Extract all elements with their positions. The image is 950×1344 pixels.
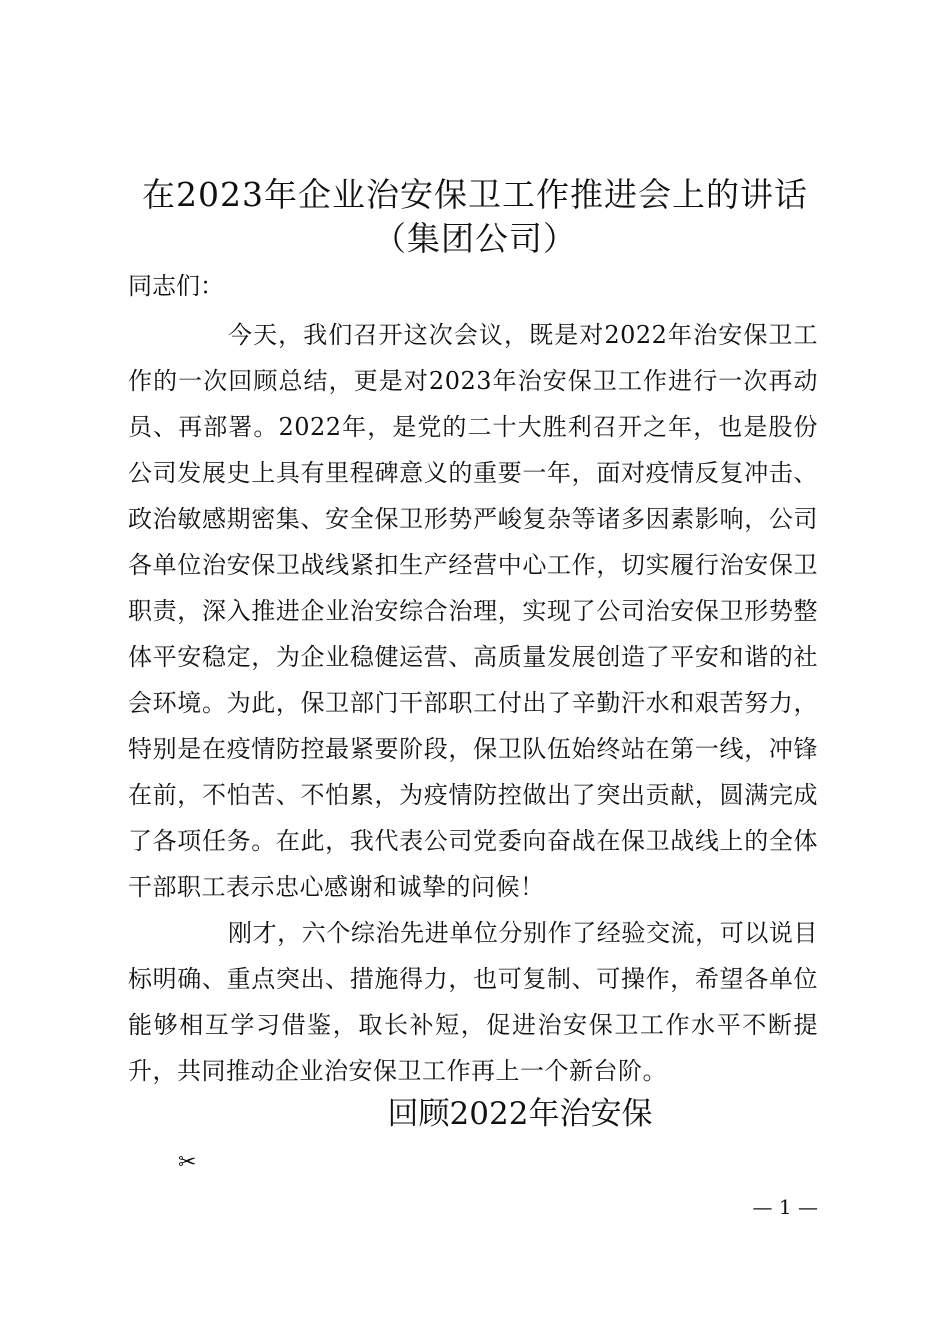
- section-heading: 回顾2022年治安保: [387, 1096, 653, 1132]
- document-title: 在2023年企业治安保卫工作推进会上的讲话: [142, 175, 808, 214]
- page-number: — 1 —: [752, 1195, 818, 1219]
- document-subtitle: （集团公司）: [373, 219, 577, 258]
- scissor-icon: ✂: [178, 1150, 197, 1175]
- salutation: 同志们：: [128, 272, 224, 300]
- paragraph-2: 刚才，六个综治先进单位分别作了经验交流，可以说目标明确、重点突出、措施得力，也可复制、可操作，希望各单位能够相互学习借鉴，取长补短，促进治安保卫工作水平不断提升，共同推动企业治安保卫工作再上一个新台阶。: [128, 919, 818, 1085]
- paragraph-1: 今天，我们召开这次会议，既是对2022年治安保卫工作的一次回顾总结，更是对2023年治安保卫工作进行一次再动员、再部署。2022年，是党的二十大胜利召开之年，也是股份公司发展史上具有里程碑意义的重要一年，面对疫情反复冲击、政治敏感期密集、安全保卫形势严峻复杂等诸多因素影响，公司各单位治安保卫战线紧扣生产经营中心工作，切实履行治安保卫职责，深入推进企业治安综合治理，实现了公司治安保卫形势整体平安稳定，为企业稳健运营、高质量发展创造了平安和谐的社会环境。为此，保卫部门干部职工付出了辛勤汗水和艰苦努力，特别是在疫情防控最紧要阶段，保卫队伍始终站在第一线，冲锋在前，不怕苦、不怕累，为疫情防控做出了突出贡献，圆满完成了各项任务。在此，我代表公司党委向奋战在保卫战线上的全体干部职工表示忠心感谢和诚挚的问候！: [128, 321, 818, 901]
